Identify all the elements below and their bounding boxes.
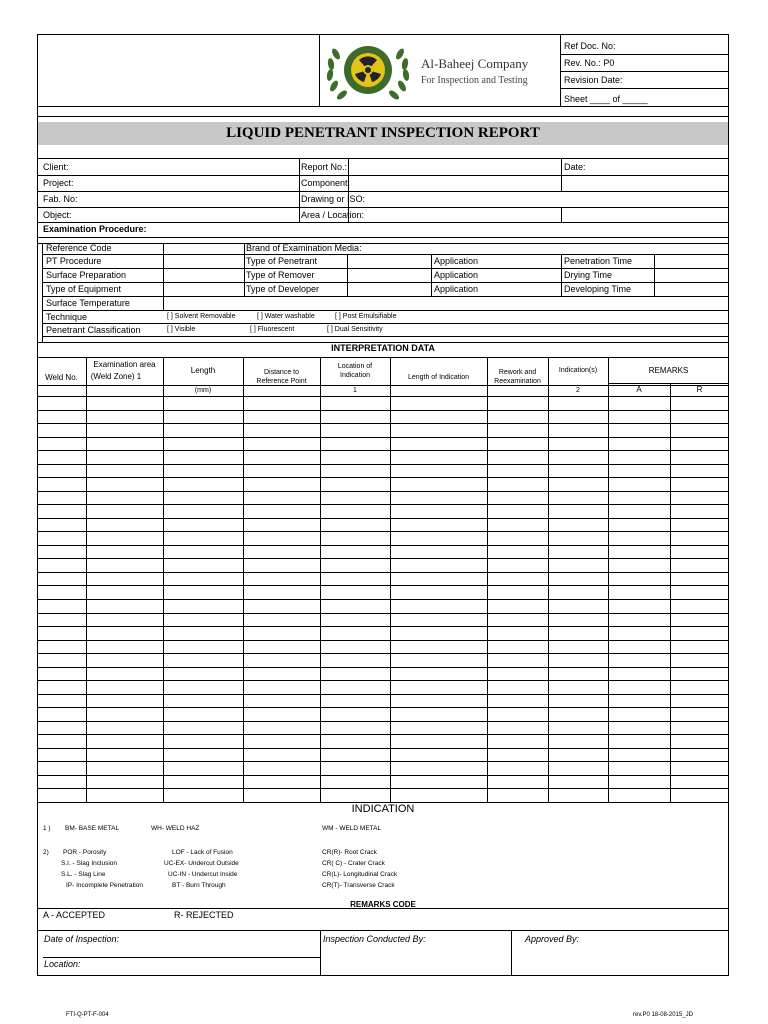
type-penetrant-label: Type of Penetrant (246, 256, 318, 266)
technique-label: Technique (46, 312, 88, 322)
col-remarks: REMARKS (648, 366, 689, 375)
developing-time-label: Developing Time (564, 284, 632, 294)
technique-option-water[interactable]: [ ] Water washable (257, 313, 315, 320)
table-row (37, 437, 729, 438)
form-code: FTI-Q-PT-F-004 (66, 1012, 109, 1018)
table-row (37, 734, 729, 735)
col-rejected: R (696, 385, 703, 394)
table-row (37, 694, 729, 695)
indication-2-marker: 2) (43, 849, 49, 856)
defect-uc-ex: UC-EX- Undercut Outside (164, 860, 239, 867)
fab-no-label: Fab. No: (43, 194, 78, 204)
defect-cr-l: CR(L)- Longitudinal Crack (322, 871, 398, 878)
drawing-label: Drawing or ISO: (301, 194, 366, 204)
table-row (37, 518, 729, 519)
col-location-note: 1 (353, 387, 357, 394)
defect-sl: S.L. - Slag Line (61, 871, 106, 878)
application-label-1: Application (434, 256, 479, 266)
col-rework-1: Rework and (498, 369, 537, 376)
table-row (37, 531, 729, 532)
classification-option-dual[interactable]: [ ] Dual Sensitivity (327, 326, 383, 333)
col-indications: Indication(s) (558, 367, 598, 374)
defect-lof: LOF - Lack of Fusion (172, 849, 233, 856)
classification-option-fluorescent[interactable]: [ ] Fluorescent (250, 326, 295, 333)
reference-code-label: Reference Code (46, 243, 112, 253)
table-row (37, 410, 729, 411)
defect-cr-r: CR(R)- Root Crack (322, 849, 377, 856)
ref-doc-label: Ref Doc. No: (564, 41, 616, 51)
application-label-3: Application (434, 284, 479, 294)
wm-weld-metal: WM - WELD METAL (322, 825, 382, 832)
indication-1-marker: 1 ) (43, 825, 51, 832)
company-logo (322, 38, 414, 106)
col-weld-no: Weld No. (45, 373, 78, 382)
defect-si: S.I. - Slag Inclusion (61, 860, 117, 867)
classification-option-visible[interactable]: [ ] Visible (167, 326, 196, 333)
col-rework-2: Reexamination (494, 378, 541, 385)
table-row (37, 585, 729, 586)
brand-media-label: Brand of Examination Media: (246, 243, 362, 253)
technique-option-post-emulsifiable[interactable]: [ ] Post Emulsifiable (335, 313, 397, 320)
table-row (37, 464, 729, 465)
table-row (37, 626, 729, 627)
project-label: Project: (43, 178, 74, 188)
defect-bt: BT - Burn Through (172, 882, 226, 889)
table-row (37, 572, 729, 573)
bm-base-metal: BM- BASE METAL (65, 825, 120, 832)
col-indications-note: 2 (576, 387, 580, 394)
col-exam-area-1: Examination area (93, 360, 156, 369)
client-label: Client: (43, 162, 69, 172)
col-length-unit: (mm) (194, 387, 212, 394)
col-distance-1: Distance to (263, 369, 300, 376)
defect-ip: IP- Incomplete Penetration (66, 882, 143, 889)
table-row (37, 477, 729, 478)
table-row (37, 504, 729, 505)
rev-no-label: Rev. No.: P0 (564, 58, 615, 68)
rejected-code: R- REJECTED (174, 910, 234, 920)
report-no-label: Report No.: (301, 162, 348, 172)
col-length: Length (190, 366, 216, 375)
defect-cr-c: CR( C) - Crater Crack (322, 860, 385, 867)
revision-date-label: Revision Date: (564, 75, 623, 85)
defect-uc-in: UC-IN - Undercut Inside (168, 871, 238, 878)
table-row (37, 599, 729, 600)
company-name: Al-Baheej Company (421, 56, 529, 71)
table-row (37, 613, 729, 614)
defect-cr-t: CR(T)- Transverse Crack (322, 882, 395, 889)
table-row (37, 721, 729, 722)
table-row (37, 788, 729, 789)
table-row (37, 423, 729, 424)
table-row (37, 667, 729, 668)
penetration-time-label: Penetration Time (564, 256, 633, 266)
remarks-code-heading: REMARKS CODE (350, 900, 416, 909)
component-label: Component: (301, 178, 351, 188)
col-exam-area-2: (Weld Zone) 1 (90, 372, 142, 381)
wh-weld-haz: WH- WELD HAZ (151, 825, 200, 832)
type-remover-label: Type of Remover (246, 270, 315, 280)
date-of-inspection-label: Date of Inspection: (44, 934, 120, 944)
approved-by-label: Approved By: (525, 934, 580, 944)
conducted-by-label: Inspection Conducted By: (323, 934, 426, 944)
page-title: LIQUID PENETRANT INSPECTION REPORT (226, 125, 540, 141)
col-length-indication: Length of Indication (407, 374, 470, 381)
object-label: Object: (43, 210, 72, 220)
table-row (37, 640, 729, 641)
revision-note: rev.P0 18-08-2015_JD (633, 1012, 693, 1018)
col-location-1: Location of (337, 363, 373, 370)
table-row (37, 761, 729, 762)
type-developer-label: Type of Developer (246, 284, 320, 294)
table-row (37, 680, 729, 681)
table-row (37, 491, 729, 492)
penetrant-classification-label: Penetrant Classification (46, 325, 141, 335)
table-row (37, 653, 729, 654)
interpretation-heading: INTERPRETATION DATA (331, 343, 435, 353)
drying-time-label: Drying Time (564, 270, 613, 280)
sheet-label: Sheet ____ of _____ (564, 94, 648, 104)
table-row (37, 545, 729, 546)
exam-procedure-label: Examination Procedure: (43, 224, 147, 234)
col-distance-2: Reference Point (256, 378, 307, 385)
surface-temperature-label: Surface Temperature (46, 298, 130, 308)
col-accepted: A (636, 385, 642, 394)
date-label: Date: (564, 162, 586, 172)
table-row (37, 775, 729, 776)
area-location-label: Area / Location: (301, 210, 365, 220)
table-row (37, 558, 729, 559)
surface-preparation-label: Surface Preparation (46, 270, 127, 280)
table-row (37, 450, 729, 451)
application-label-2: Application (434, 270, 479, 280)
defect-por: POR - Porosity (63, 849, 107, 856)
col-location-2: Indication (340, 372, 370, 379)
indication-heading: INDICATION (351, 803, 415, 815)
accepted-code: A - ACCEPTED (43, 910, 106, 920)
table-row (37, 748, 729, 749)
technique-option-solvent[interactable]: [ ] Solvent Removable (167, 313, 236, 320)
table-row (37, 707, 729, 708)
company-tagline: For Inspection and Testing (421, 75, 528, 86)
pt-procedure-label: PT Procedure (46, 256, 102, 266)
type-of-equipment-label: Type of Equipment (46, 284, 122, 294)
location-label: Location: (44, 959, 81, 969)
